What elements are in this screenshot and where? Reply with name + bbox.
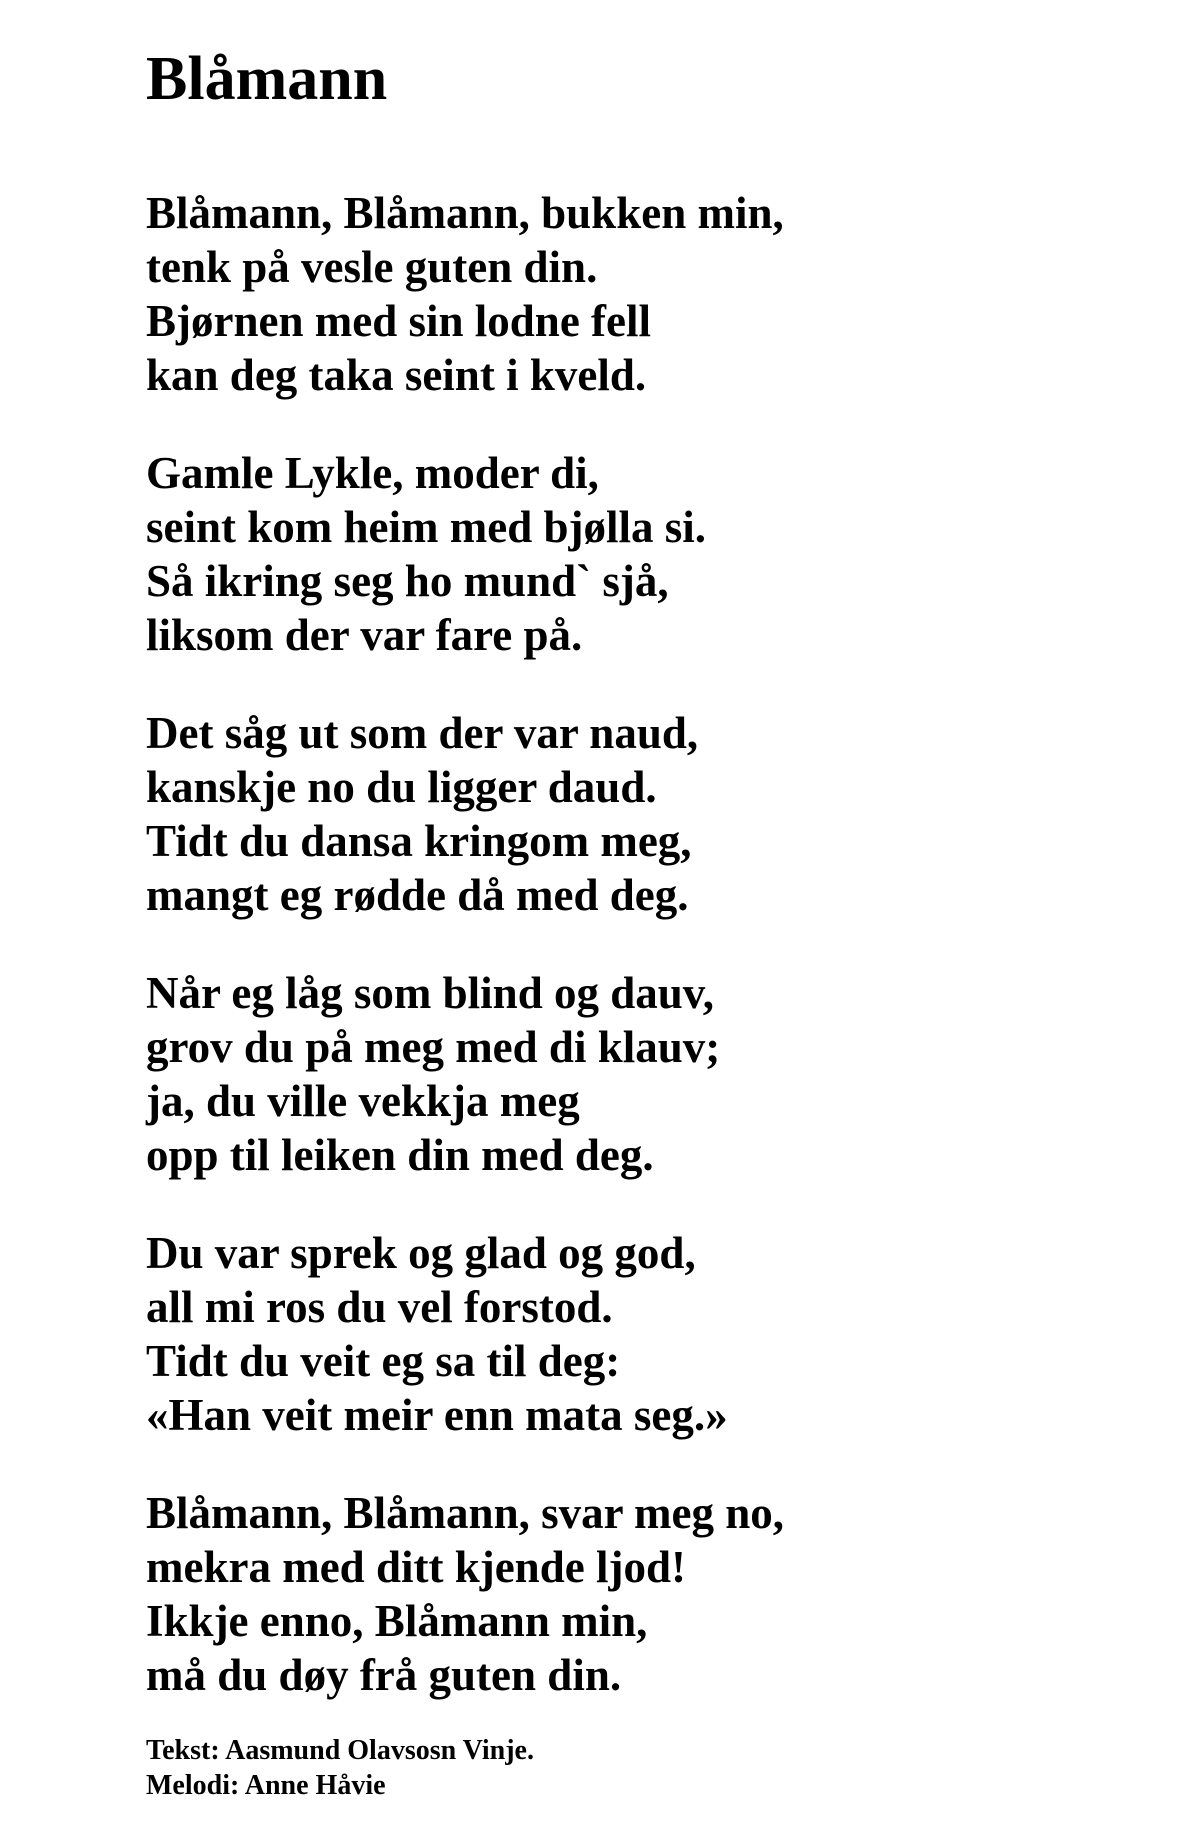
stanza-line: all mi ros du vel forstod. — [146, 1282, 613, 1332]
stanza-line: Du var sprek og glad og god, — [146, 1228, 696, 1278]
melody-credit: Melodi: Anne Håvie — [146, 1770, 386, 1801]
stanza-line: mekra med ditt kjende ljod! — [146, 1542, 686, 1592]
stanza-line: Tidt du dansa kringom meg, — [146, 816, 692, 866]
stanza-line: Tidt du veit eg sa til deg: — [146, 1336, 621, 1386]
stanza-line: kan deg taka seint i kveld. — [146, 350, 647, 400]
stanza-line: Så ikring seg ho mund` sjå, — [146, 556, 669, 606]
stanza-line: Gamle Lykle, moder di, — [146, 448, 599, 498]
stanza-5 — [146, 1226, 728, 1442]
stanza-line: ja, du ville vekkja meg — [146, 1076, 580, 1126]
credits — [146, 1733, 534, 1803]
lyricist-credit: Tekst: Aasmund Olavsosn Vinje. — [146, 1735, 534, 1766]
stanza-2 — [146, 446, 706, 662]
stanza-line: Blåmann, Blåmann, bukken min, — [146, 188, 784, 238]
stanza-line: mangt eg rødde då med deg. — [146, 870, 689, 920]
stanza-line: kanskje no du ligger daud. — [146, 762, 657, 812]
stanza-line: Når eg låg som blind og dauv, — [146, 968, 715, 1018]
stanza-line: seint kom heim med bjølla si. — [146, 502, 707, 552]
stanza-line: opp til leiken din med deg. — [146, 1130, 654, 1180]
stanza-line: Bjørnen med sin lodne fell — [146, 296, 652, 346]
stanza-line: må du døy frå guten din. — [146, 1650, 622, 1700]
song-title: Blåmann — [146, 45, 388, 113]
stanza-line: Det såg ut som der var naud, — [146, 708, 699, 758]
stanza-6 — [146, 1486, 784, 1702]
stanza-line: grov du på meg med di klauv; — [146, 1022, 721, 1072]
stanza-line: liksom der var fare på. — [146, 610, 583, 660]
stanza-line: Ikkje enno, Blåmann min, — [146, 1596, 648, 1646]
stanza-line: tenk på vesle guten din. — [146, 242, 598, 292]
stanza-line: «Han veit meir enn mata seg.» — [146, 1390, 728, 1440]
stanza-1 — [146, 186, 784, 402]
stanza-4 — [146, 966, 720, 1182]
stanza-3 — [146, 706, 698, 922]
stanza-line: Blåmann, Blåmann, svar meg no, — [146, 1488, 785, 1538]
